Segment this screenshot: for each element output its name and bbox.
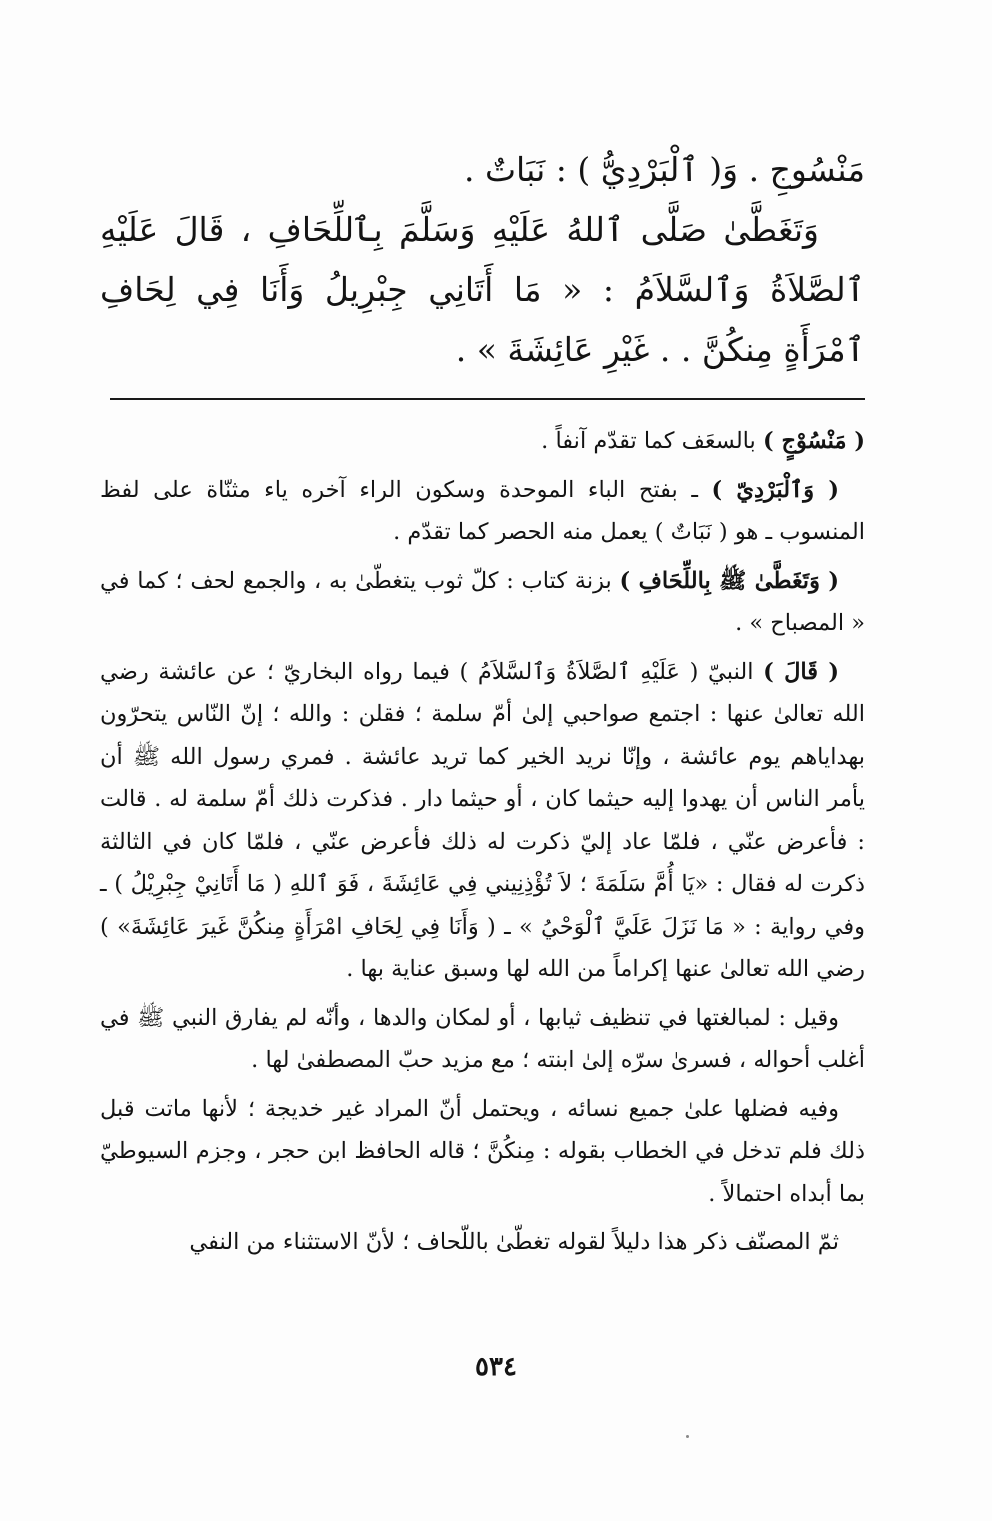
commentary-headword: ( مَنْسُوْجٍ ): [762, 428, 865, 454]
main-text: [100, 140, 865, 380]
commentary-text: وفيه فضلها علىٰ جميع نسائه ، ويحتمل أنّ المراد غير خديجة ؛ لأنها ماتت قبل ذلك فلم تدخل في الخطاب بقوله : مِنكُنَّ ؛ قاله الحافظ ابن حجر ، وجزم السيوطيّ بما أبداه احتمالاً .: [100, 1095, 865, 1207]
scan-speck: [686, 1435, 689, 1438]
commentary-text: النبيّ ( عَلَيْهِ ٱلصَّلاَةُ وَٱلسَّلاَمُ ) فيما رواه البخاريّ ؛ عن عائشة رضي الله تعالىٰ عنها : اجتمع صواحبي إلىٰ أمّ سلمة ؛ فقلن : والله ؛ إنّ النّاس يتحرّون بهداياهم يوم عائشة ، وإنّا نريد الخير كما تريد عائشة . فمري رسول الله ﷺ أن يأمر الناس أن يهدوا إليه حيثما كان ، أو حيثما دار . فذكرت ذلك أمّ سلمة له . قالت : فأعرض عنّي ، فلمّا عاد إليّ ذكرت له ذلك فأعرض عنّي ، فلمّا كان في الثالثة ذكرت له فقال : «يَا أُمَّ سَلَمَةَ ؛ لاَ تُؤْذِنِيني فِي عَائِشَةَ ، فَوَ ٱللهِ ( مَا أَتَانِيْ جِبْرِيْلُ ) ـ وفي رواية : « مَا نَزَلَ عَلَيَّ ٱلْوَحْيُ » ـ ( وَأَنَا فِي لِحَافِ امْرَأَةٍ مِنكُنَّ غَيرَ عَائِشَةَ» ) رضي الله تعالىٰ عنها إكراماً من الله لها وسبق عناية بها .: [100, 658, 865, 982]
commentary-headword: ( قَالَ ): [763, 658, 839, 685]
footnote-divider: [110, 398, 865, 400]
commentary-text: وقيل : لمبالغتها في تنظيف ثيابها ، أو لمكان والدها ، وأنّه لم يفارق النبي ﷺ في أغلب أحواله ، فسرىٰ سرّه إلىٰ ابنته ؛ مع مزيد حبّ المصطفىٰ لها .: [100, 1004, 865, 1073]
commentary-paragraph: [100, 1088, 865, 1216]
commentary-paragraph: [100, 469, 865, 554]
main-text-paragraph: وَتَغَطَّىٰ صَلَّى ٱللهُ عَلَيْهِ وَسَلَّمَ بِٱللِّحَافِ ، قَالَ عَلَيْهِ ٱلصَّلاَةُ وَٱلسَّلاَمُ : « مَا أَتَانِي جِبْرِيلُ وَأَنَا فِي لِحَافِ ٱمْرَأَةٍ مِنكُنَّ . . غَيْرِ عَائِشَةَ » .: [100, 210, 865, 369]
commentary-paragraph: [100, 651, 865, 991]
commentary-text: ـ بفتح الباء الموحدة وسكون الراء آخره ياء مثنّاة على لفظ المنسوب ـ هو ( نَبَاتٌ ) يعمل منه الحصر كما تقدّم .: [100, 476, 865, 545]
page-number: ٥٣٤: [475, 1352, 517, 1382]
commentary-paragraph: [100, 560, 865, 645]
commentary: [100, 420, 865, 1270]
commentary-paragraph: [100, 1221, 865, 1264]
commentary-paragraph: [100, 997, 865, 1082]
commentary-headword: ( وَتَغَطَّىٰ ﷺ بِاللِّحَافِ ): [619, 567, 839, 594]
commentary-text: بالسعَف كما تقدّم آنفاً .: [541, 428, 763, 454]
commentary-text: ثمّ المصنّف ذكر هذا دليلاً لقوله تغطّىٰ باللّحاف ؛ لأنّ الاستثناء من النفي: [189, 1229, 839, 1255]
commentary-paragraph: [100, 420, 865, 463]
main-text-line: مَنْسُوجِ . وَ( ٱلْبَرْدِيُّ ) : نَبَاتٌ .: [464, 150, 865, 189]
commentary-text: بزنة كتاب : كلّ ثوب يتغطّىٰ به ، والجمع لحف ؛ كما في « المصباح » .: [100, 567, 865, 636]
commentary-headword: ( وَٱلْبَرْدِيّ ): [711, 476, 839, 503]
